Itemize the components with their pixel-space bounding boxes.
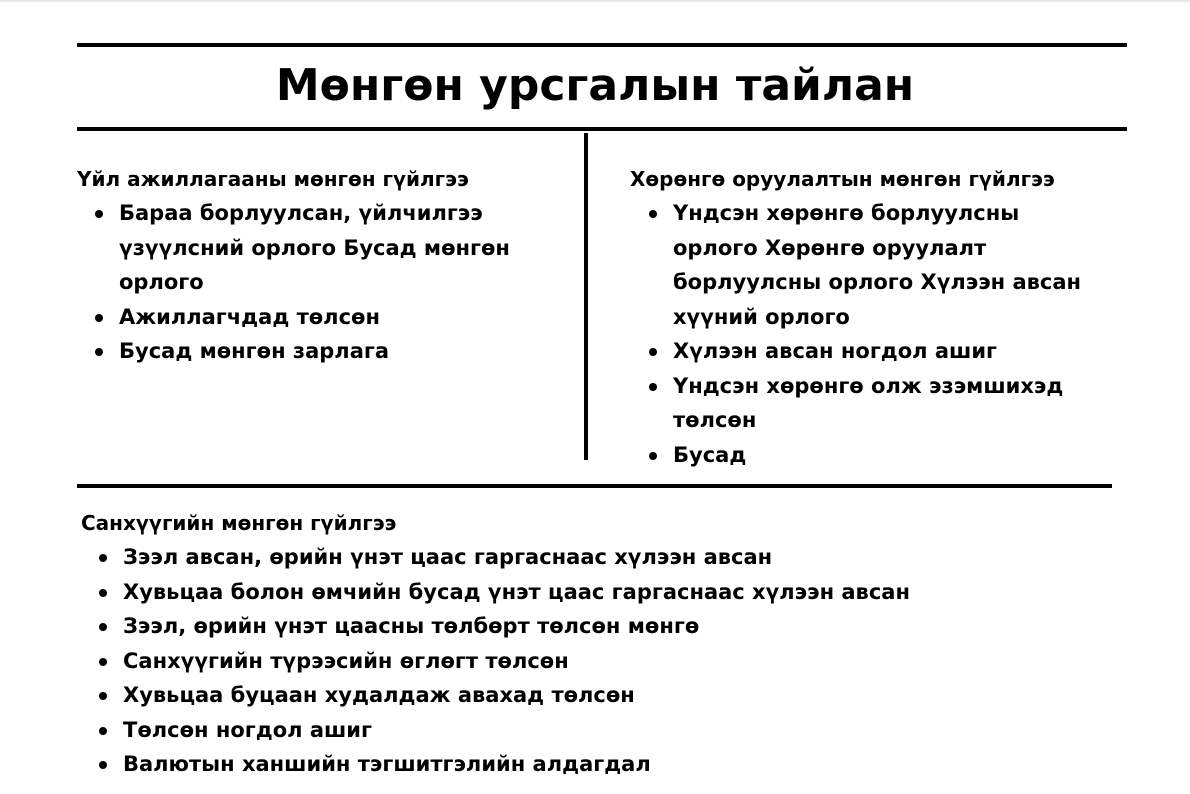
financing-list: [81, 540, 1141, 782]
operating-heading: Үйл ажиллагааны мөнгөн гүйлгээ: [77, 167, 469, 191]
list-item: Бусад: [631, 438, 1111, 473]
list-item: Үндсэн хөрөнгө олж эзэмшихэд төлсөн: [631, 369, 1111, 438]
list-item: Хувьцаа буцаан худалдаж авахад төлсөн: [81, 678, 1141, 713]
investing-heading: Хөрөнгө оруулалтын мөнгөн гүйлгээ: [630, 167, 1055, 191]
list-item: Валютын ханшийн тэгшитгэлийн алдагдал: [81, 747, 1141, 782]
title-bottom-rule: [77, 127, 1127, 131]
list-item: Үндсэн хөрөнгө борлуулсны орлого Хөрөнгө оруулалт борлуулсны орлого Хүлээн авсан хүүний орлого: [631, 196, 1111, 334]
list-item: Санхүүгийн түрээсийн өглөгт төлсөн: [81, 644, 1141, 679]
page-title: Мөнгөн урсгалын тайлан: [275, 60, 915, 111]
column-divider: [584, 133, 588, 460]
list-item: Зээл, өрийн үнэт цаасны төлбөрт төлсөн мөнгө: [81, 609, 1141, 644]
list-item: Бараа борлуулсан, үйлчилгээ үзүүлсний орлого Бусад мөнгөн орлого: [77, 196, 567, 300]
list-item: Хүлээн авсан ногдол ашиг: [631, 334, 1111, 369]
financing-top-rule: [77, 484, 1112, 488]
list-item: Хувьцаа болон өмчийн бусад үнэт цаас гаргаснаас хүлээн авсан: [81, 575, 1141, 610]
list-item: Бусад мөнгөн зарлага: [77, 334, 567, 369]
financing-heading: Санхүүгийн мөнгөн гүйлгээ: [81, 511, 397, 535]
list-item: Төлсөн ногдол ашиг: [81, 713, 1141, 748]
list-item: Зээл авсан, өрийн үнэт цаас гаргаснаас хүлээн авсан: [81, 540, 1141, 575]
operating-list: [77, 196, 567, 369]
page-top-edge: [0, 0, 1190, 2]
investing-list: [631, 196, 1111, 472]
title-top-rule: [77, 43, 1127, 47]
list-item: Ажиллагчдад төлсөн: [77, 300, 567, 335]
